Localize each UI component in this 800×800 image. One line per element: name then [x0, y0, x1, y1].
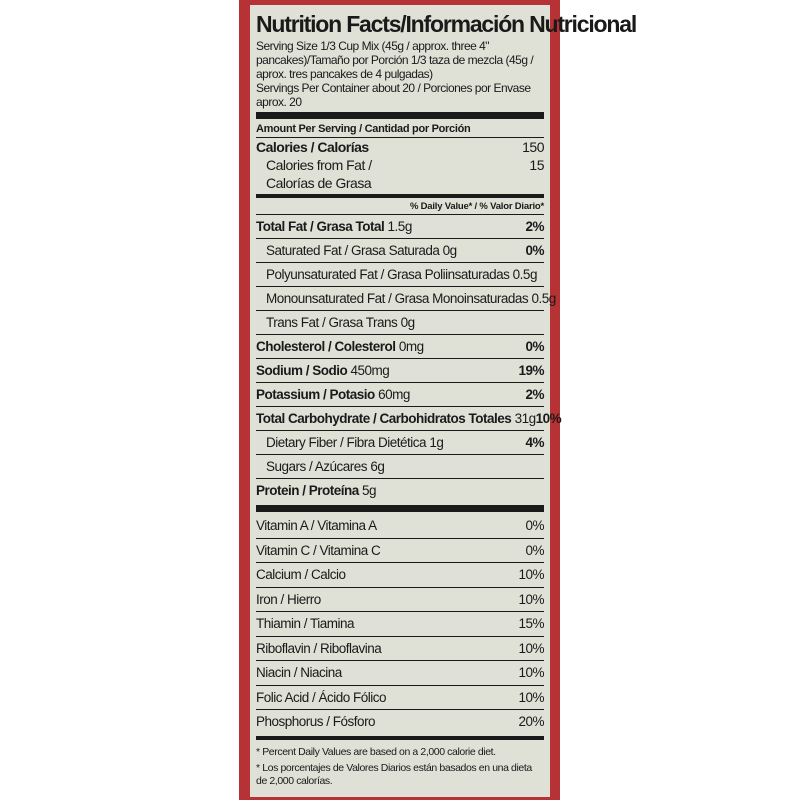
- vitamin-daily-value: 15%: [518, 616, 544, 631]
- nutrition-facts-label: [250, 5, 637, 797]
- calories-fat-row: [256, 156, 544, 192]
- nutrient-amount: 31g: [514, 411, 536, 426]
- nutrient-label: Monounsaturated Fat / Grasa Monoinsaturadas: [266, 291, 529, 306]
- nutrient-label: Cholesterol / Colesterol: [256, 339, 396, 354]
- nutrient-name: [266, 311, 415, 334]
- nutrient-row: [256, 455, 544, 478]
- vitamin-label: Iron / Hierro: [256, 591, 321, 607]
- nutrient-name: [256, 479, 376, 502]
- nutrient-row: [256, 479, 544, 502]
- nutrient-daily-value: 10%: [535, 411, 562, 426]
- divider: [256, 112, 544, 119]
- nutrient-name: [256, 383, 410, 406]
- vitamin-daily-value: 10%: [518, 665, 544, 680]
- vitamin-label: Niacin / Niacina: [256, 665, 342, 680]
- vitamin-daily-value: 10%: [518, 591, 544, 607]
- nutrient-amount: 450mg: [350, 363, 390, 378]
- vitamin-row: [256, 661, 544, 685]
- nutrient-amount: 1.5g: [387, 219, 412, 234]
- nutrient-label: Potassium / Potasio: [256, 387, 375, 402]
- calories-row: [256, 138, 544, 156]
- footnote-es: * Los porcentajes de Valores Diarios están basados en una dieta de 2,000 calorías.: [256, 762, 532, 787]
- nutrient-label: Total Fat / Grasa Total: [256, 219, 385, 234]
- nutrient-label: Total Carbohydrate / Carbohidratos Totales: [256, 411, 512, 426]
- calories-value: 150: [522, 139, 544, 155]
- nutrient-label: Protein / Proteína: [256, 483, 359, 498]
- nutrient-row: [256, 263, 544, 286]
- serving-size: Serving Size 1/3 Cup Mix (45g / approx. three 4" pancakes)/Tamaño por Porción 1/3 taza de mezcla (45g / aprox. tres pancakes de 4 pulgadas): [256, 39, 534, 81]
- nutrient-name: [266, 431, 443, 454]
- vitamin-row: [256, 686, 544, 710]
- nutrient-label: Sodium / Sodio: [256, 363, 348, 378]
- nutrient-amount: 6g: [370, 459, 385, 474]
- nutrient-row: [256, 215, 544, 238]
- nutrient-amount: 0.5g: [531, 291, 556, 306]
- nutrient-row: [256, 407, 562, 430]
- calories-fat-label: [266, 156, 372, 192]
- serving-info: [256, 39, 544, 109]
- nutrient-list: [256, 215, 562, 502]
- vitamin-daily-value: 10%: [518, 640, 544, 656]
- nutrient-label: Sugars / Azúcares: [266, 459, 368, 474]
- vitamin-label: Phosphorus / Fósforo: [256, 714, 376, 729]
- nutrient-daily-value: 2%: [525, 219, 544, 234]
- nutrient-row: [256, 239, 544, 262]
- vitamin-label: Vitamin C / Vitamina C: [256, 542, 381, 558]
- nutrient-row: [256, 287, 556, 310]
- nutrient-daily-value: 19%: [518, 363, 544, 378]
- daily-value-header: % Daily Value* / % Valor Diario*: [409, 201, 544, 212]
- nutrient-label: Trans Fat / Grasa Trans: [266, 315, 398, 330]
- vitamin-row: [256, 710, 544, 734]
- vitamin-label: Riboflavin / Riboflavina: [256, 640, 382, 656]
- nutrient-daily-value: 2%: [525, 387, 544, 402]
- nutrient-amount: 0g: [442, 243, 457, 258]
- nutrient-amount: 60mg: [378, 387, 410, 402]
- nutrient-name: [256, 335, 424, 358]
- calories-label: Calories / Calorías: [256, 139, 369, 155]
- vitamin-row: [256, 563, 544, 587]
- vitamin-label: Folic Acid / Ácido Fólico: [256, 689, 387, 705]
- nutrient-amount: 0mg: [398, 339, 424, 354]
- vitamin-row: [256, 539, 544, 563]
- nutrient-row: [256, 431, 544, 454]
- vitamin-daily-value: 20%: [518, 714, 544, 729]
- nutrient-row: [256, 311, 544, 334]
- amount-per-serving: Amount Per Serving / Cantidad por Porción: [256, 123, 471, 135]
- vitamin-label: Thiamin / Tiamina: [256, 616, 355, 631]
- nutrient-row: [256, 335, 544, 358]
- vitamin-label: Calcium / Calcio: [256, 567, 346, 582]
- nutrient-name: [256, 359, 389, 382]
- vitamin-row: [256, 637, 544, 661]
- label-title: Nutrition Facts/Información Nutricional: [256, 11, 637, 37]
- nutrient-daily-value: 0%: [525, 339, 544, 354]
- nutrient-amount: 0.5g: [512, 267, 537, 282]
- calories-fat-label-es: Calorías de Grasa: [266, 175, 372, 191]
- divider: [256, 736, 544, 740]
- calories-fat-label-en: Calories from Fat /: [266, 157, 372, 173]
- nutrient-daily-value: 4%: [525, 435, 544, 450]
- vitamin-list: [256, 514, 544, 734]
- nutrient-name: [266, 239, 457, 262]
- nutrient-daily-value: 0%: [525, 243, 544, 258]
- nutrient-amount: 5g: [362, 483, 377, 498]
- nutrient-amount: 1g: [429, 435, 444, 450]
- nutrient-name: [256, 215, 412, 238]
- nutrient-row: [256, 383, 544, 406]
- nutrient-label: Dietary Fiber / Fibra Dietética: [266, 435, 427, 450]
- servings-per-container: Servings Per Container about 20 / Porciones por Envase aprox. 20: [256, 81, 531, 109]
- nutrient-name: [256, 407, 536, 430]
- nutrient-name: [266, 287, 556, 310]
- vitamin-daily-value: 10%: [518, 689, 544, 705]
- divider: [256, 505, 544, 512]
- nutrient-name: [266, 455, 384, 478]
- vitamin-daily-value: 0%: [525, 518, 544, 533]
- nutrient-row: [256, 359, 544, 382]
- calories-fat-value: 15: [529, 157, 544, 173]
- footnotes: [256, 746, 544, 788]
- divider: [256, 194, 544, 198]
- nutrient-name: [266, 263, 537, 286]
- vitamin-label: Vitamin A / Vitamina A: [256, 518, 377, 533]
- vitamin-row: [256, 588, 544, 612]
- nutrient-label: Saturated Fat / Grasa Saturada: [266, 243, 440, 258]
- footnote-en: * Percent Daily Values are based on a 2,000 calorie diet.: [256, 745, 496, 758]
- nutrient-amount: 0g: [400, 315, 415, 330]
- vitamin-daily-value: 10%: [518, 567, 544, 582]
- vitamin-daily-value: 0%: [525, 542, 544, 558]
- vitamin-row: [256, 514, 544, 538]
- vitamin-row: [256, 612, 544, 636]
- nutrient-label: Polyunsaturated Fat / Grasa Poliinsaturadas: [266, 267, 510, 282]
